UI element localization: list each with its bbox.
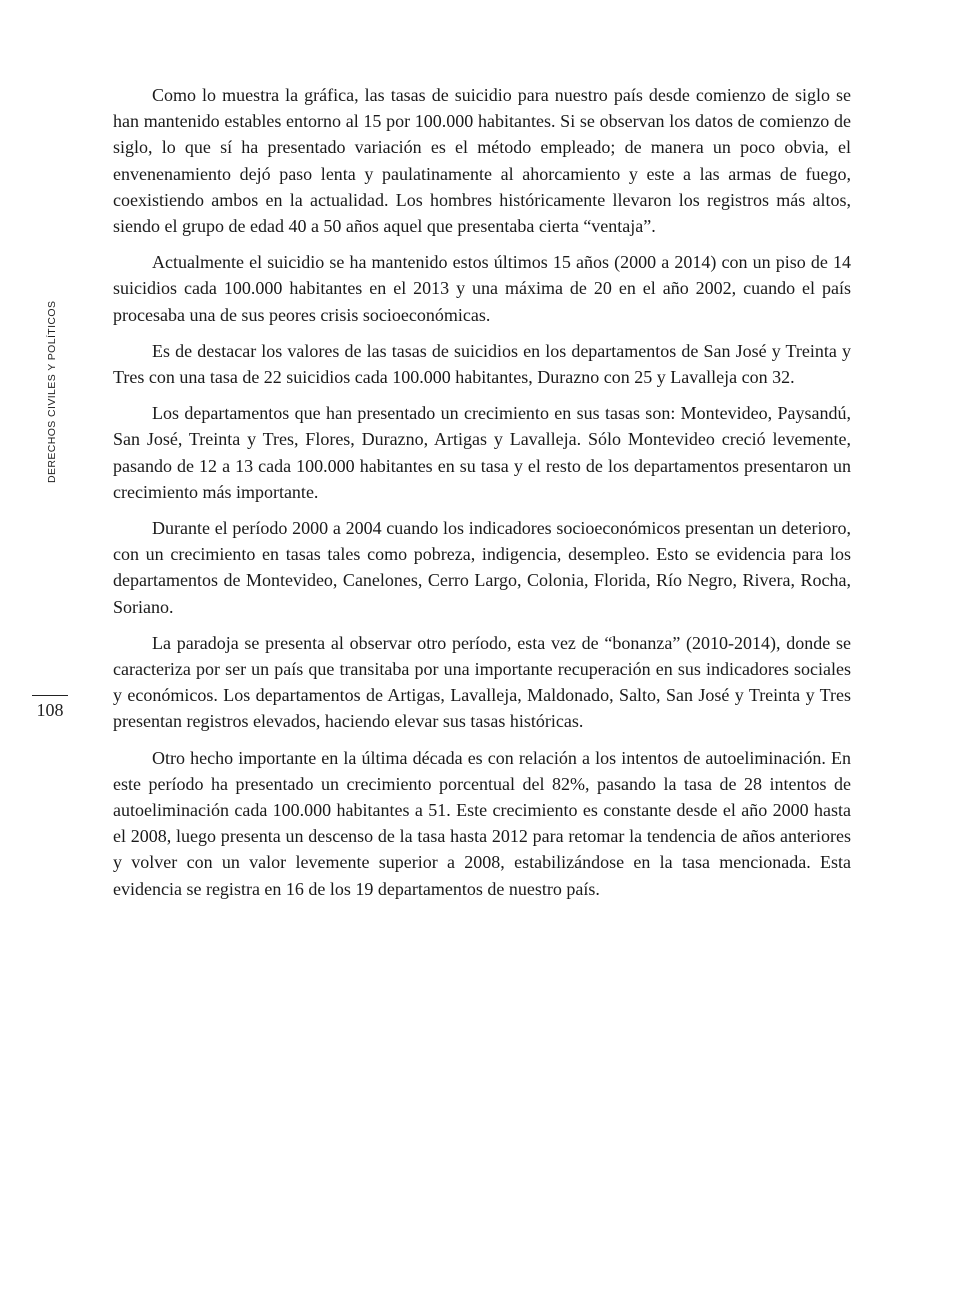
- paragraph-5: Durante el período 2000 a 2004 cuando los indicadores socioeconómicos presentan un deterioro, con un crecimiento en tasas tales como pobreza, indigencia, desempleo. Esto se evidencia para los departamentos de Montevideo, Canelones, Cerro Largo, Colonia, Florida, Río Negro, Rivera, Rocha, Soriano.: [113, 518, 851, 617]
- paragraph-3: Es de destacar los valores de las tasas de suicidios en los departamentos de San José y Treinta y Tres con una tasa de 22 suicidios cada 100.000 habitantes, Durazno con 25 y Lavalleja con 32.: [113, 340, 851, 388]
- paragraph-6: La paradoja se presenta al observar otro período, esta vez de “bonanza” (2010-2014), donde se caracteriza por ser un país que transitaba por una importante recuperación en sus indicadores sociales y económicos. Los departamentos de Artigas, Lavalleja, Maldonado, Salto, San José y Treinta y Tres presentan registros elevados, haciendo elevar sus tasas históricas.: [113, 632, 851, 732]
- page-number: 108: [36, 700, 64, 720]
- body-text: [113, 82, 851, 912]
- page-number-rule: [32, 695, 68, 696]
- paragraph-1: Como lo muestra la gráfica, las tasas de suicidio para nuestro país desde comienzo de siglo se han mantenido estables entorno al 15 por 100.000 habitantes. Si se observan los datos de comienzo de siglo, lo que sí ha presentado variación es el método empleado; de manera un poco obvia, el envenenamiento dejó paso lenta y paulatinamente al ahorcamiento y este a las armas de fuego, coexistiendo ambos en la actualidad. Los hombres históricamente llevaron los registros más altos, siendo el grupo de edad 40 a 50 años aquel que presentaba cierta “ventaja”.: [113, 85, 851, 237]
- paragraph-2: Actualmente el suicidio se ha mantenido estos últimos 15 años (2000 a 2014) con un piso de 14 suicidios cada 100.000 habitantes en el 2013 y una máxima de 20 en el año 2002, cuando el país procesaba una de sus peores crisis socioeconómicas.: [113, 252, 851, 325]
- paragraph-7: Otro hecho importante en la última década es con relación a los intentos de autoeliminación. En este período ha presentado un crecimiento porcentual del 82%, pasando la tasa de 28 intentos de autoeliminación cada 100.000 habitantes a 51. Este crecimiento es constante desde el año 2000 hasta el 2008, luego presenta un descenso de la tasa hasta 2012 para retomar la tendencia de años anteriores y volver con un valor levemente superior a 2008, estabilizándose en la tasa mencionada. Esta evidencia se registra en 16 de los 19 departamentos de nuestro país.: [113, 747, 851, 899]
- running-section-title: DERECHOS CIVILES Y POLÍTICOS: [46, 300, 58, 483]
- paragraph-4: Los departamentos que han presentado un crecimiento en sus tasas son: Montevideo, Paysandú, San José, Treinta y Tres, Flores, Durazno, Artigas y Lavalleja. Sólo Montevideo creció levemente, pasando de 12 a 13 cada 100.000 habitantes en su tasa y el resto de los departamentos presentaron un crecimiento más importante.: [113, 403, 851, 502]
